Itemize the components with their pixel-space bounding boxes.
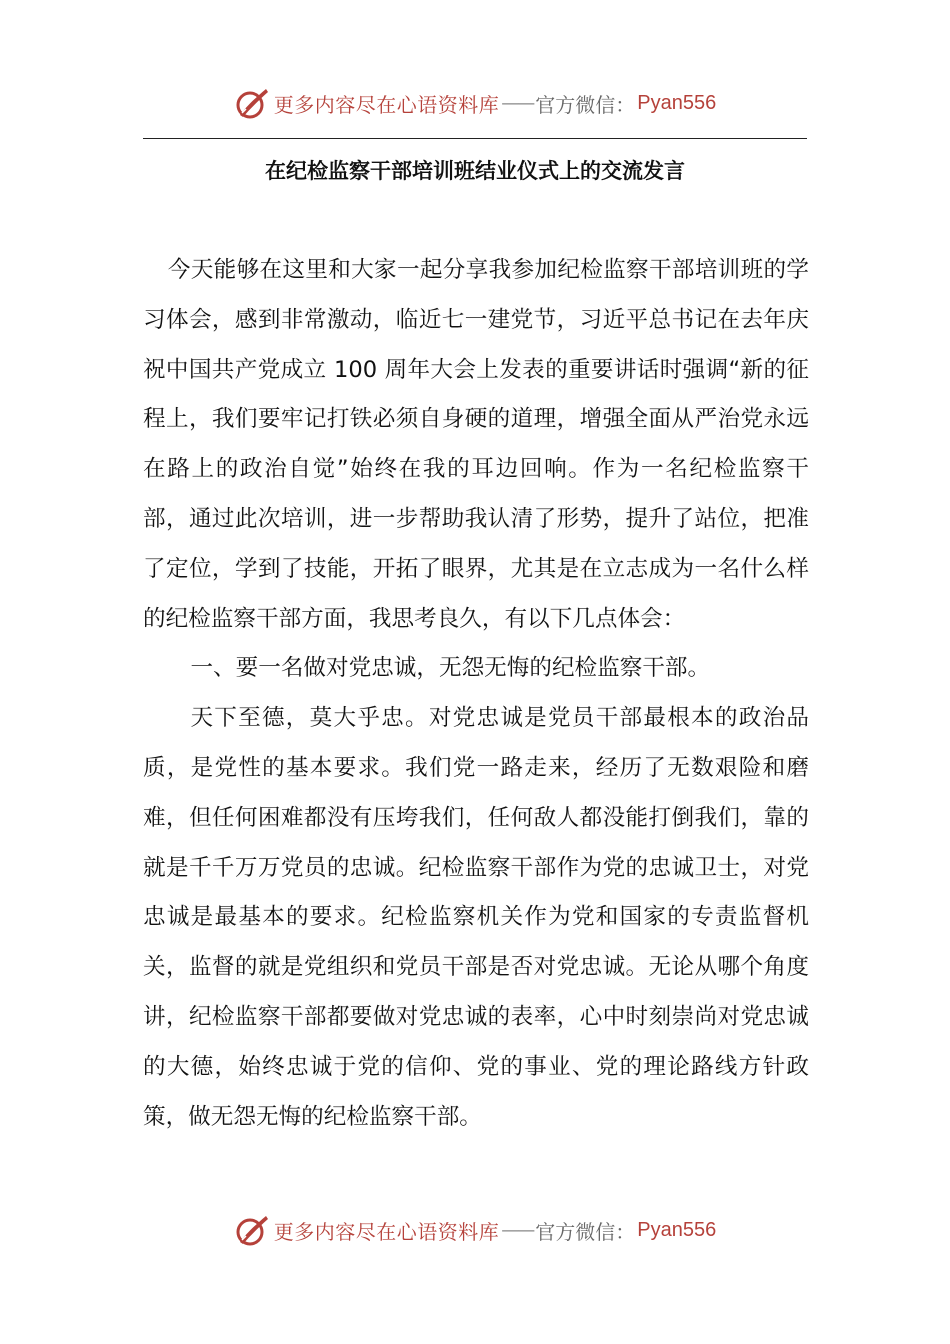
- watermark-wechat-id: Pyan556: [637, 1218, 717, 1241]
- watermark-wechat-label: 官方微信：: [535, 92, 636, 117]
- watermark-wechat-label: 官方微信：: [535, 1219, 636, 1244]
- header-watermark: [0, 78, 950, 128]
- document-body: [143, 246, 809, 1142]
- watermark-site-text: 更多内容尽在心语资料库: [273, 92, 500, 117]
- document-title: 在纪检监察干部培训班结业仪式上的交流发言: [265, 159, 685, 183]
- watermark-wechat-id: Pyan556: [637, 91, 717, 114]
- footer-watermark: [0, 1205, 950, 1255]
- watermark-dash: ——: [501, 92, 534, 114]
- pen-logo-icon: [234, 1212, 270, 1248]
- section-heading: 一、要一名做对党忠诚，无怨无悔的纪检监察干部。: [190, 655, 711, 682]
- watermark-site-text: 更多内容尽在心语资料库: [273, 1219, 500, 1244]
- watermark-dash: ——: [501, 1219, 534, 1241]
- paragraph-intro: 今天能够在这里和大家一起分享我参加纪检监察干部培训班的学习体会，感到非常激动，临近七一建党节，习近平总书记在去年庆祝中国共产党成立 100 周年大会上发表的重要讲话时强调“新的征程上，我们要牢记打铁必须自身硬的道理，增强全面从严治党永远在路上的政治自觉”始终在我的耳边回响。作为一名纪检监察干部，通过此次培训，进一步帮助我认清了形势，提升了站位，把准了定位，学到了技能，开拓了眼界，尤其是在立志成为一名什么样的纪检监察干部方面，我思考良久，有以下几点体会：: [143, 257, 809, 632]
- header-divider: [143, 138, 807, 139]
- pen-logo-icon: [234, 85, 270, 121]
- paragraph-loyalty: 天下至德，莫大乎忠。对党忠诚是党员干部最根本的政治品质，是党性的基本要求。我们党一路走来，经历了无数艰险和磨难，但任何困难都没有压垮我们，任何敌人都没能打倒我们，靠的就是千千万万党员的忠诚。纪检监察干部作为党的忠诚卫士，对党忠诚是最基本的要求。纪检监察机关作为党和国家的专责监督机关，监督的就是党组织和党员干部是否对党忠诚。无论从哪个角度讲，纪检监察干部都要做对党忠诚的表率，心中时刻崇尚对党忠诚的大德，始终忠诚于党的信仰、党的事业、党的理论路线方针政策，做无怨无悔的纪检监察干部。: [143, 705, 809, 1130]
